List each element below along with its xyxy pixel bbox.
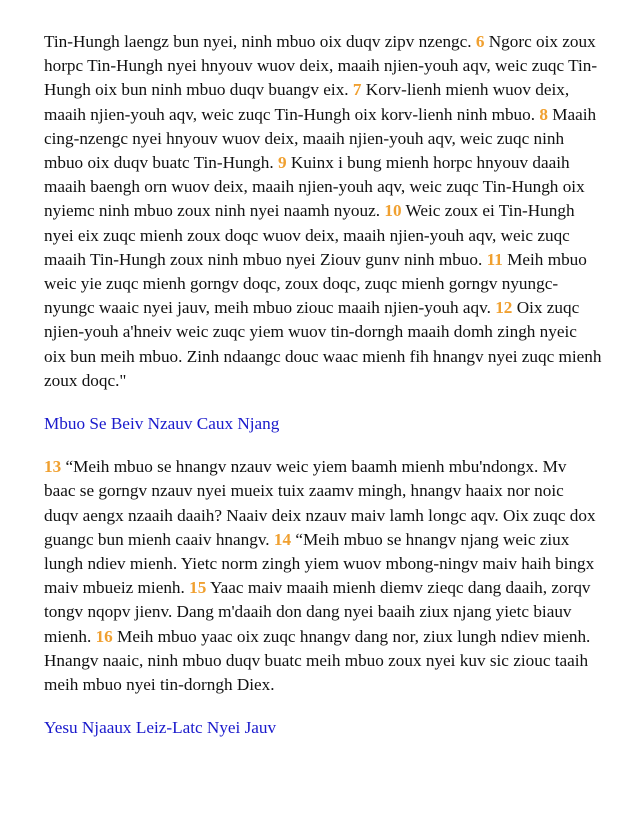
- section-heading: Mbuo Se Beiv Nzauv Caux Njang: [44, 414, 280, 434]
- text-segment: Oix zuqc njien-youh a'hneiv weic zuqc yiem wuov tin-dorngh maaih domh zingh nyeic oix bun meih mbuo. Zinh ndaangc douc waac mienh fih hnangv nyei zuqc mienh zoux doqc.": [44, 298, 602, 390]
- text-segment: Kuinx i bung mienh horpc hnyouv daaih maaih baengh orn wuov deix, maaih njien-youh aqv, weic zuqc Tin-Hungh oix nyiemc ninh mbuo zoux ninh nyei naamh nyouz.: [44, 153, 585, 221]
- text-segment: Ngorc oix zoux horpc Tin-Hungh nyei hnyouv wuov deix, maaih njien-youh aqv, weic zuqc Tin-Hungh oix bun ninh mbuo duqv buangv eix.: [44, 32, 598, 100]
- section-heading: Yesu Njaaux Leiz-Latc Nyei Jauv: [44, 718, 277, 738]
- verse-number-8: 8: [539, 104, 548, 124]
- text-segment: “Meih mbuo se hnangv njang weic ziux lungh ndiev mienh. Yietc norm zingh yiem wuov mbong-ningv maiv haih bingx maiv mbueiz mienh.: [44, 529, 595, 598]
- text-segment: “Meih mbuo se hnangv nzauv weic yiem baamh mienh mbu'ndongx. Mv baac se gorngv nzauv nyei mueix tuix zaamv mingh, hnangv haaix nor noic duqv aengx nzaaih daaih? Naaiv deix nzauv maiv lamh longc aqv. Oix zuqc dox guangc bun mienh caaiv hnangv.: [44, 457, 596, 549]
- verse-number-10: 10: [384, 201, 402, 221]
- verse-number-16: 16: [95, 626, 113, 646]
- verse-number-11: 11: [486, 249, 503, 269]
- text-segment: Weic zoux ei Tin-Hungh nyei eix zuqc mienh zoux doqc wuov deix, maaih njien-youh aqv, weic zuqc maaih Tin-Hungh zoux ninh mbuo nyei Ziouv gunv ninh mbuo.: [44, 201, 575, 269]
- verse-number-6: 6: [475, 32, 485, 51]
- text-segment: Meih mbuo weic yie zuqc mienh gorngv doqc, zoux doqc, zuqc mienh gorngv nyungc-nyungc waaic nyei jauv, meih mbuo ziouc maaih njien-youh aqv.: [44, 249, 587, 318]
- text-segment: Meih mbuo yaac oix zuqc hnangv dang nor, ziux lungh ndiev mienh. Hnangv naaic, ninh mbuo duqv buatc meih mbuo zoux nyei kuv sic ziouc taaih meih mbuo nyei tin-dorngh Diex.: [44, 626, 591, 695]
- verse-number-9: 9: [277, 153, 287, 173]
- text-segment: Maaih cing-nzengc nyei hnyouv wuov deix, maaih njien-youh aqv, weic zuqc ninh mbuo oix duqv buatc Tin-Hungh.: [44, 104, 597, 173]
- paragraph-1: [44, 30, 602, 393]
- verse-number-7: 7: [352, 80, 362, 100]
- verse-number-15: 15: [189, 578, 207, 598]
- text-segment: Korv-lienh mienh wuov deix, maaih njien-youh aqv, weic zuqc Tin-Hungh oix korv-lienh ninh mbuo.: [44, 80, 570, 124]
- text-segment: Yaac maiv maaih mienh diemv zieqc dang daaih, zorqv tongv nqopv jienv. Dang m'daaih don dang nyei baaih ziux njang yietc biauv mienh.: [44, 578, 591, 646]
- verse-number-12: 12: [495, 298, 513, 318]
- document-page: [44, 30, 602, 740]
- paragraph-2: [44, 455, 602, 697]
- text-segment: Tin-Hungh laengz bun nyei, ninh mbuo oix duqv zipv nzengc.: [44, 32, 476, 51]
- verse-number-14: 14: [273, 529, 292, 549]
- verse-number-13: 13: [44, 457, 62, 477]
